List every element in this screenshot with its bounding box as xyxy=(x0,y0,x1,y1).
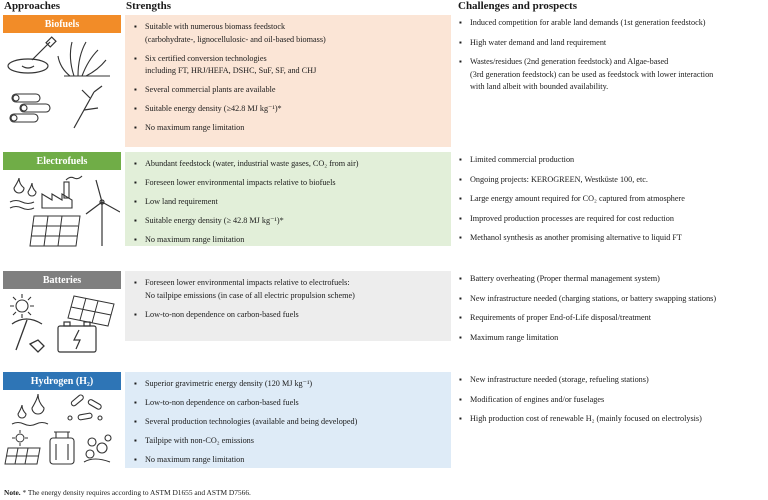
solar-panel-icon xyxy=(68,296,114,326)
list-item: ▪ High water demand and land requirement xyxy=(458,37,766,50)
list-item: ▪ Requirements of proper End-of-Life disposal/treatment xyxy=(458,312,766,325)
list-item: ▪ Foreseen lower environmental impacts relative to electrofuels: No tailpipe emissions (in case of all electric propulsion scheme) xyxy=(133,277,445,302)
biofuels-illustration xyxy=(4,36,120,136)
electrolyzer-icon xyxy=(50,432,74,464)
batteries-strengths-box xyxy=(125,271,451,341)
wind-turbine-icon xyxy=(86,180,120,246)
list-item: ▪ Maximum range limitation xyxy=(458,332,766,345)
algae-icon xyxy=(84,435,111,462)
list-item: ▪ High production cost of renewable H₂ (mainly focused on electrolysis) xyxy=(458,413,766,426)
list-item: ▪ No maximum range limitation xyxy=(133,122,445,135)
footnote xyxy=(4,488,251,497)
list-item: ▪ Suitable with numerous biomass feedstock (carbohydrate-, lignocellulosic- and oil-based biomass) xyxy=(133,21,445,46)
sun-icon xyxy=(12,430,28,446)
bacteria-icon xyxy=(68,394,102,420)
logs-icon xyxy=(10,94,50,122)
branch-icon xyxy=(74,86,102,128)
solar-panel-icon xyxy=(5,448,40,464)
list-item: ▪ Modification of engines and/or fuselages xyxy=(458,394,766,407)
hydrogen-illustration xyxy=(4,392,120,468)
electrofuels-illustration xyxy=(4,172,120,250)
list-item: ▪ Suitable energy density (≥42.8 MJ kg⁻¹)* xyxy=(133,103,445,116)
factory-icon xyxy=(42,176,82,208)
biofuels-tag: Biofuels xyxy=(3,15,121,33)
batteries-challenges xyxy=(458,271,766,351)
electrofuels-tag: Electrofuels xyxy=(3,152,121,170)
water-drops-icon xyxy=(10,178,36,210)
challenges-header: Challenges and prospects xyxy=(458,0,577,12)
pickaxe-icon xyxy=(12,319,44,352)
list-item: ▪ Ongoing projects: KEROGREEN, Westküste 100, etc. xyxy=(458,174,766,187)
approaches-header: Approaches xyxy=(4,0,61,12)
list-item: ▪ Abundant feedstock (water, industrial waste gases, CO₂ from air) xyxy=(133,158,445,171)
note-text: * The energy density requires according to ASTM D1655 and ASTM D7566. xyxy=(20,488,251,497)
list-item: ▪ Suitable energy density (≥ 42.8 MJ kg⁻¹)* xyxy=(133,215,445,228)
water-drops-icon xyxy=(12,394,48,426)
list-item: ▪ Low-to-non dependence on carbon-based fuels xyxy=(133,309,445,322)
list-item: ▪ New infrastructure needed (storage, refueling stations) xyxy=(458,374,766,387)
list-item: ▪ Tailpipe with non-CO₂ emissions xyxy=(133,435,445,448)
list-item: ▪ Foreseen lower environmental impacts relative to biofuels xyxy=(133,177,445,190)
list-item: ▪ Superior gravimetric energy density (120 MJ kg⁻¹) xyxy=(133,378,445,391)
biofuels-strengths-box xyxy=(125,15,451,147)
list-item: ▪ Methanol synthesis as another promising alternative to liquid FT xyxy=(458,232,766,245)
list-item: ▪ Several production technologies (available and being developed) xyxy=(133,416,445,429)
battery-icon xyxy=(58,322,96,352)
sun-icon xyxy=(10,294,34,318)
hydrogen-tag: Hydrogen (H₂) xyxy=(3,372,121,390)
list-item: ▪ No maximum range limitation xyxy=(133,234,445,247)
list-item: ▪ Six certified conversion technologies including FT, HRJ/HEFA, DSHC, SuF, SF, and CHJ xyxy=(133,53,445,78)
pipette-icon xyxy=(8,37,56,73)
plant-icon xyxy=(58,42,110,76)
electrofuels-strengths-box xyxy=(125,152,451,246)
list-item: ▪ New infrastructure needed (charging stations, or battery swapping stations) xyxy=(458,293,766,306)
list-item: ▪ Induced competition for arable land demands (1st generation feedstock) xyxy=(458,17,766,30)
hydrogen-challenges xyxy=(458,372,766,433)
note-label: Note. xyxy=(4,488,21,497)
batteries-illustration xyxy=(4,292,120,356)
list-item: ▪ No maximum range limitation xyxy=(133,454,445,467)
electrofuels-challenges xyxy=(458,152,766,252)
hydrogen-strengths-box xyxy=(125,372,451,468)
list-item: ▪ Improved production processes are required for cost reduction xyxy=(458,213,766,226)
list-item: ▪ Battery overheating (Proper thermal management system) xyxy=(458,273,766,286)
strengths-header: Strengths xyxy=(126,0,172,12)
batteries-tag: Batteries xyxy=(3,271,121,289)
list-item: ▪ Several commercial plants are available xyxy=(133,84,445,97)
list-item: ▪ Limited commercial production xyxy=(458,154,766,167)
list-item: ▪ Low land requirement xyxy=(133,196,445,209)
solar-panel-icon xyxy=(30,216,80,246)
list-item: ▪ Low-to-non dependence on carbon-based fuels xyxy=(133,397,445,410)
list-item: ▪ Large energy amount required for CO₂ captured from atmosphere xyxy=(458,193,766,206)
list-item: ▪ Wastes/residues (2nd generation feedstock) and Algae-based (3rd generation feedstock) can be used as feedstock with lower interaction with land albeit with bounded availability. xyxy=(458,56,766,94)
biofuels-challenges xyxy=(458,15,766,101)
